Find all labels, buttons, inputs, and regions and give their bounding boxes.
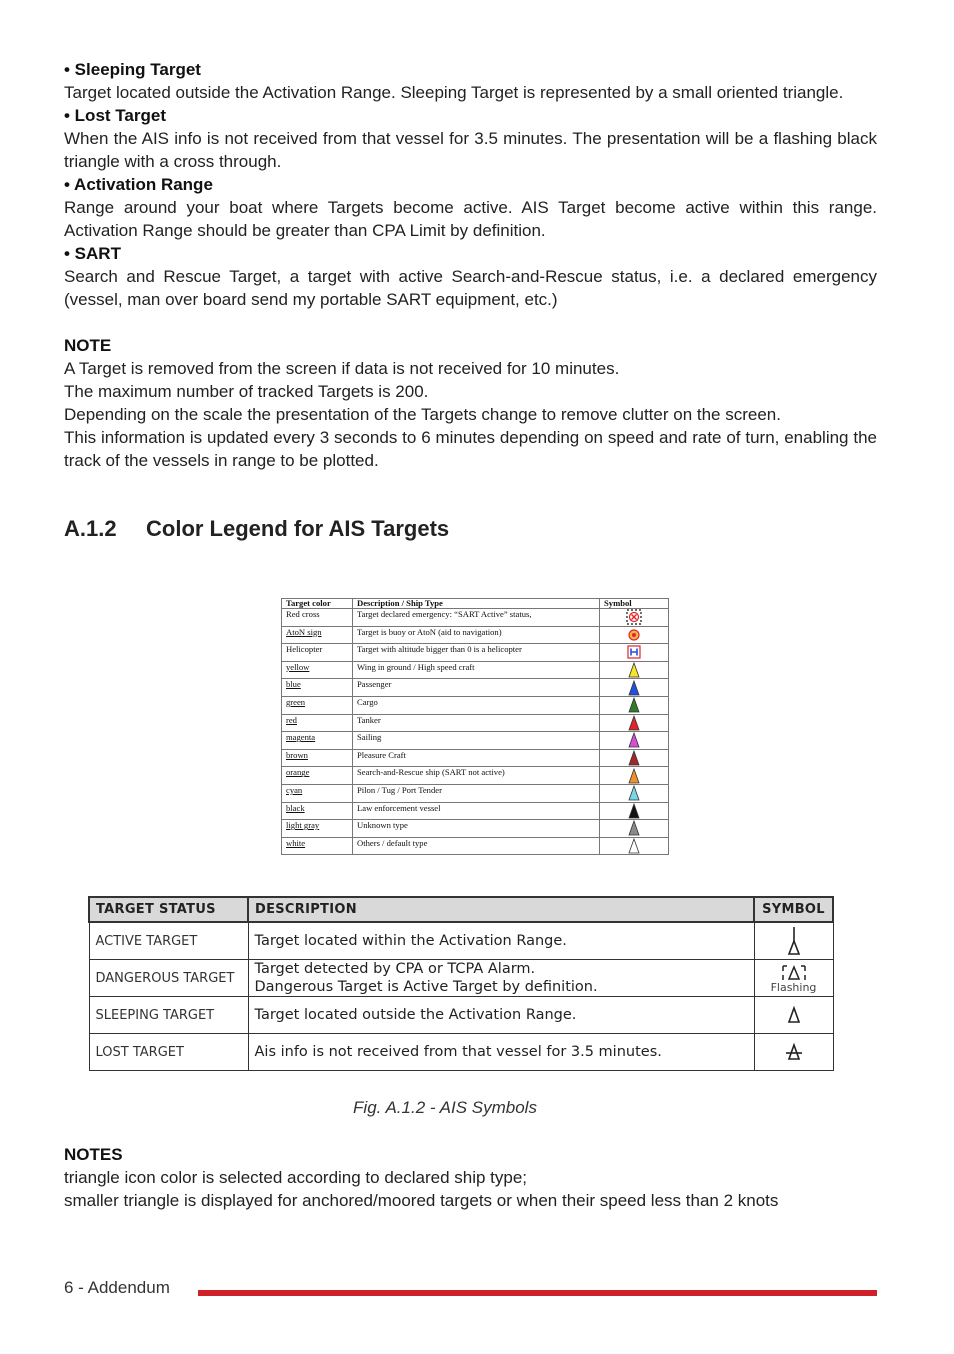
status-label: LOST TARGET xyxy=(89,1034,248,1071)
status-description-line: Target detected by CPA or TCPA Alarm. xyxy=(254,961,536,977)
target-status-table xyxy=(88,896,834,1071)
legend-color-name: cyan xyxy=(282,784,353,802)
status-description-line: Target located within the Activation Range. xyxy=(254,933,567,949)
legend-symbol-cell xyxy=(600,609,669,627)
legend-description: Wing in ground / High speed craft xyxy=(353,661,600,679)
legend-row xyxy=(282,837,669,855)
triangle-icon xyxy=(626,785,642,801)
note-line: A Target is removed from the screen if data is not received for 10 minutes. xyxy=(64,359,620,378)
section-heading xyxy=(64,516,449,542)
legend-header-symbol: Symbol xyxy=(600,599,669,609)
helicopter-icon xyxy=(626,644,642,660)
status-symbol-cell xyxy=(754,1034,833,1071)
triangle-icon xyxy=(626,820,642,836)
legend-description: Sailing xyxy=(353,732,600,750)
status-row xyxy=(89,1034,833,1071)
note-heading: NOTE xyxy=(64,336,112,355)
legend-row xyxy=(282,696,669,714)
status-description-line: Target located outside the Activation Range. xyxy=(254,1007,577,1023)
status-symbol-cell xyxy=(754,997,833,1034)
legend-symbol-cell xyxy=(600,644,669,662)
legend-color-name: red xyxy=(282,714,353,732)
status-header-description: DESCRIPTION xyxy=(248,897,754,922)
notes-heading: NOTES xyxy=(64,1145,123,1164)
legend-color-name: yellow xyxy=(282,661,353,679)
lost-target-icon xyxy=(784,1041,804,1063)
legend-color-name: AtoN sign xyxy=(282,626,353,644)
legend-color-name: Red cross xyxy=(282,609,353,627)
definition-term: • Activation Range xyxy=(64,175,213,194)
triangle-icon xyxy=(626,838,642,854)
legend-symbol-cell xyxy=(600,837,669,855)
status-header-status: TARGET STATUS xyxy=(89,897,248,922)
aton-icon xyxy=(626,627,642,643)
note-line: This information is updated every 3 seconds to 6 minutes depending on speed and rate of turn, enabling the track of the vessels in range to be plotted. xyxy=(64,428,877,470)
triangle-icon xyxy=(626,680,642,696)
status-header-row xyxy=(89,897,833,922)
legend-description: Pleasure Craft xyxy=(353,749,600,767)
legend-row xyxy=(282,679,669,697)
legend-row xyxy=(282,820,669,838)
legend-color-name: green xyxy=(282,696,353,714)
legend-description: Unknown type xyxy=(353,820,600,838)
legend-description: Target is buoy or AtoN (aid to navigation) xyxy=(353,626,600,644)
legend-color-name: white xyxy=(282,837,353,855)
triangle-icon xyxy=(626,750,642,766)
legend-color-name: brown xyxy=(282,749,353,767)
legend-description: Tanker xyxy=(353,714,600,732)
legend-row xyxy=(282,732,669,750)
definition-text: Range around your boat where Targets become active. AIS Target become active within this range. Activation Range should be greater than CPA Limit by definition. xyxy=(64,198,877,240)
status-description xyxy=(248,960,754,997)
legend-row xyxy=(282,714,669,732)
color-legend-table xyxy=(281,598,669,855)
legend-row xyxy=(282,626,669,644)
legend-symbol-cell xyxy=(600,820,669,838)
status-description xyxy=(248,922,754,960)
legend-row xyxy=(282,802,669,820)
legend-symbol-cell xyxy=(600,784,669,802)
triangle-icon xyxy=(626,715,642,731)
legend-description: Target with altitude bigger than 0 is a helicopter xyxy=(353,644,600,662)
legend-row xyxy=(282,661,669,679)
legend-symbol-cell xyxy=(600,732,669,750)
footer-accent-bar xyxy=(198,1290,877,1296)
legend-color-name: light gray xyxy=(282,820,353,838)
notes-line: triangle icon color is selected according to declared ship type; xyxy=(64,1168,528,1187)
section-title: Color Legend for AIS Targets xyxy=(146,516,450,541)
status-label: SLEEPING TARGET xyxy=(89,997,248,1034)
definition-term: • SART xyxy=(64,244,121,263)
notes-block xyxy=(64,1143,877,1212)
definition-term: • Sleeping Target xyxy=(64,60,201,79)
legend-description: Target declared emergency: “SART Active” status, xyxy=(353,609,600,627)
note-line: Depending on the scale the presentation of the Targets change to remove clutter on the screen. xyxy=(64,405,781,424)
status-row xyxy=(89,960,833,997)
status-description-line: Dangerous Target is Active Target by definition. xyxy=(254,979,598,995)
status-description xyxy=(248,997,754,1034)
status-row xyxy=(89,922,833,960)
note-line: The maximum number of tracked Targets is 200. xyxy=(64,382,429,401)
legend-row xyxy=(282,767,669,785)
definition-text: When the AIS info is not received from that vessel for 3.5 minutes. The presentation will be a flashing black triangle with a cross through. xyxy=(64,129,877,171)
sart-icon xyxy=(626,609,642,625)
status-label: ACTIVE TARGET xyxy=(89,922,248,960)
definition-text: Target located outside the Activation Range. Sleeping Target is represented by a small oriented triangle. xyxy=(64,83,844,102)
sleeping-target-icon xyxy=(784,1004,804,1026)
legend-row xyxy=(282,609,669,627)
triangle-icon xyxy=(626,662,642,678)
legend-color-name: Helicopter xyxy=(282,644,353,662)
status-description xyxy=(248,1034,754,1071)
figure-caption: Fig. A.1.2 - AIS Symbols xyxy=(353,1098,537,1117)
legend-row xyxy=(282,644,669,662)
status-row xyxy=(89,997,833,1034)
flashing-label: Flashing xyxy=(770,980,817,994)
legend-symbol-cell xyxy=(600,679,669,697)
legend-symbol-cell xyxy=(600,626,669,644)
legend-description: Passenger xyxy=(353,679,600,697)
legend-description: Search-and-Rescue ship (SART not active) xyxy=(353,767,600,785)
legend-row xyxy=(282,784,669,802)
status-symbol-cell xyxy=(754,922,833,960)
dangerous-target-icon xyxy=(780,964,808,982)
legend-symbol-cell xyxy=(600,714,669,732)
triangle-icon xyxy=(626,768,642,784)
triangle-icon xyxy=(626,732,642,748)
legend-symbol-cell xyxy=(600,802,669,820)
status-label: DANGEROUS TARGET xyxy=(89,960,248,997)
status-header-symbol: SYMBOL xyxy=(754,897,833,922)
legend-symbol-cell xyxy=(600,767,669,785)
legend-symbol-cell xyxy=(600,749,669,767)
definition-term: • Lost Target xyxy=(64,106,166,125)
notes-line: smaller triangle is displayed for anchored/moored targets or when their speed less than 2 knots xyxy=(64,1191,779,1210)
status-symbol-cell xyxy=(754,960,833,997)
triangle-icon xyxy=(626,803,642,819)
triangle-icon xyxy=(626,697,642,713)
active-target-icon xyxy=(784,925,804,957)
legend-symbol-cell xyxy=(600,661,669,679)
legend-description: Others / default type xyxy=(353,837,600,855)
status-description-line: Ais info is not received from that vessel for 3.5 minutes. xyxy=(254,1044,662,1060)
legend-header-color: Target color xyxy=(282,599,353,609)
legend-description: Pilon / Tug / Port Tender xyxy=(353,784,600,802)
legend-color-name: black xyxy=(282,802,353,820)
legend-header-row xyxy=(282,599,669,609)
section-number: A.1.2 xyxy=(64,516,117,541)
legend-color-name: orange xyxy=(282,767,353,785)
definition-text: Search and Rescue Target, a target with active Search-and-Rescue status, i.e. a declared emergency (vessel, man over board send my portable SART equipment, etc.) xyxy=(64,267,877,309)
legend-color-name: blue xyxy=(282,679,353,697)
footer-page-label: 6 - Addendum xyxy=(64,1278,170,1297)
legend-color-name: magenta xyxy=(282,732,353,750)
legend-header-description: Description / Ship Type xyxy=(353,599,600,609)
legend-row xyxy=(282,749,669,767)
legend-description: Cargo xyxy=(353,696,600,714)
legend-description: Law enforcement vessel xyxy=(353,802,600,820)
definitions-block xyxy=(64,58,877,472)
legend-symbol-cell xyxy=(600,696,669,714)
